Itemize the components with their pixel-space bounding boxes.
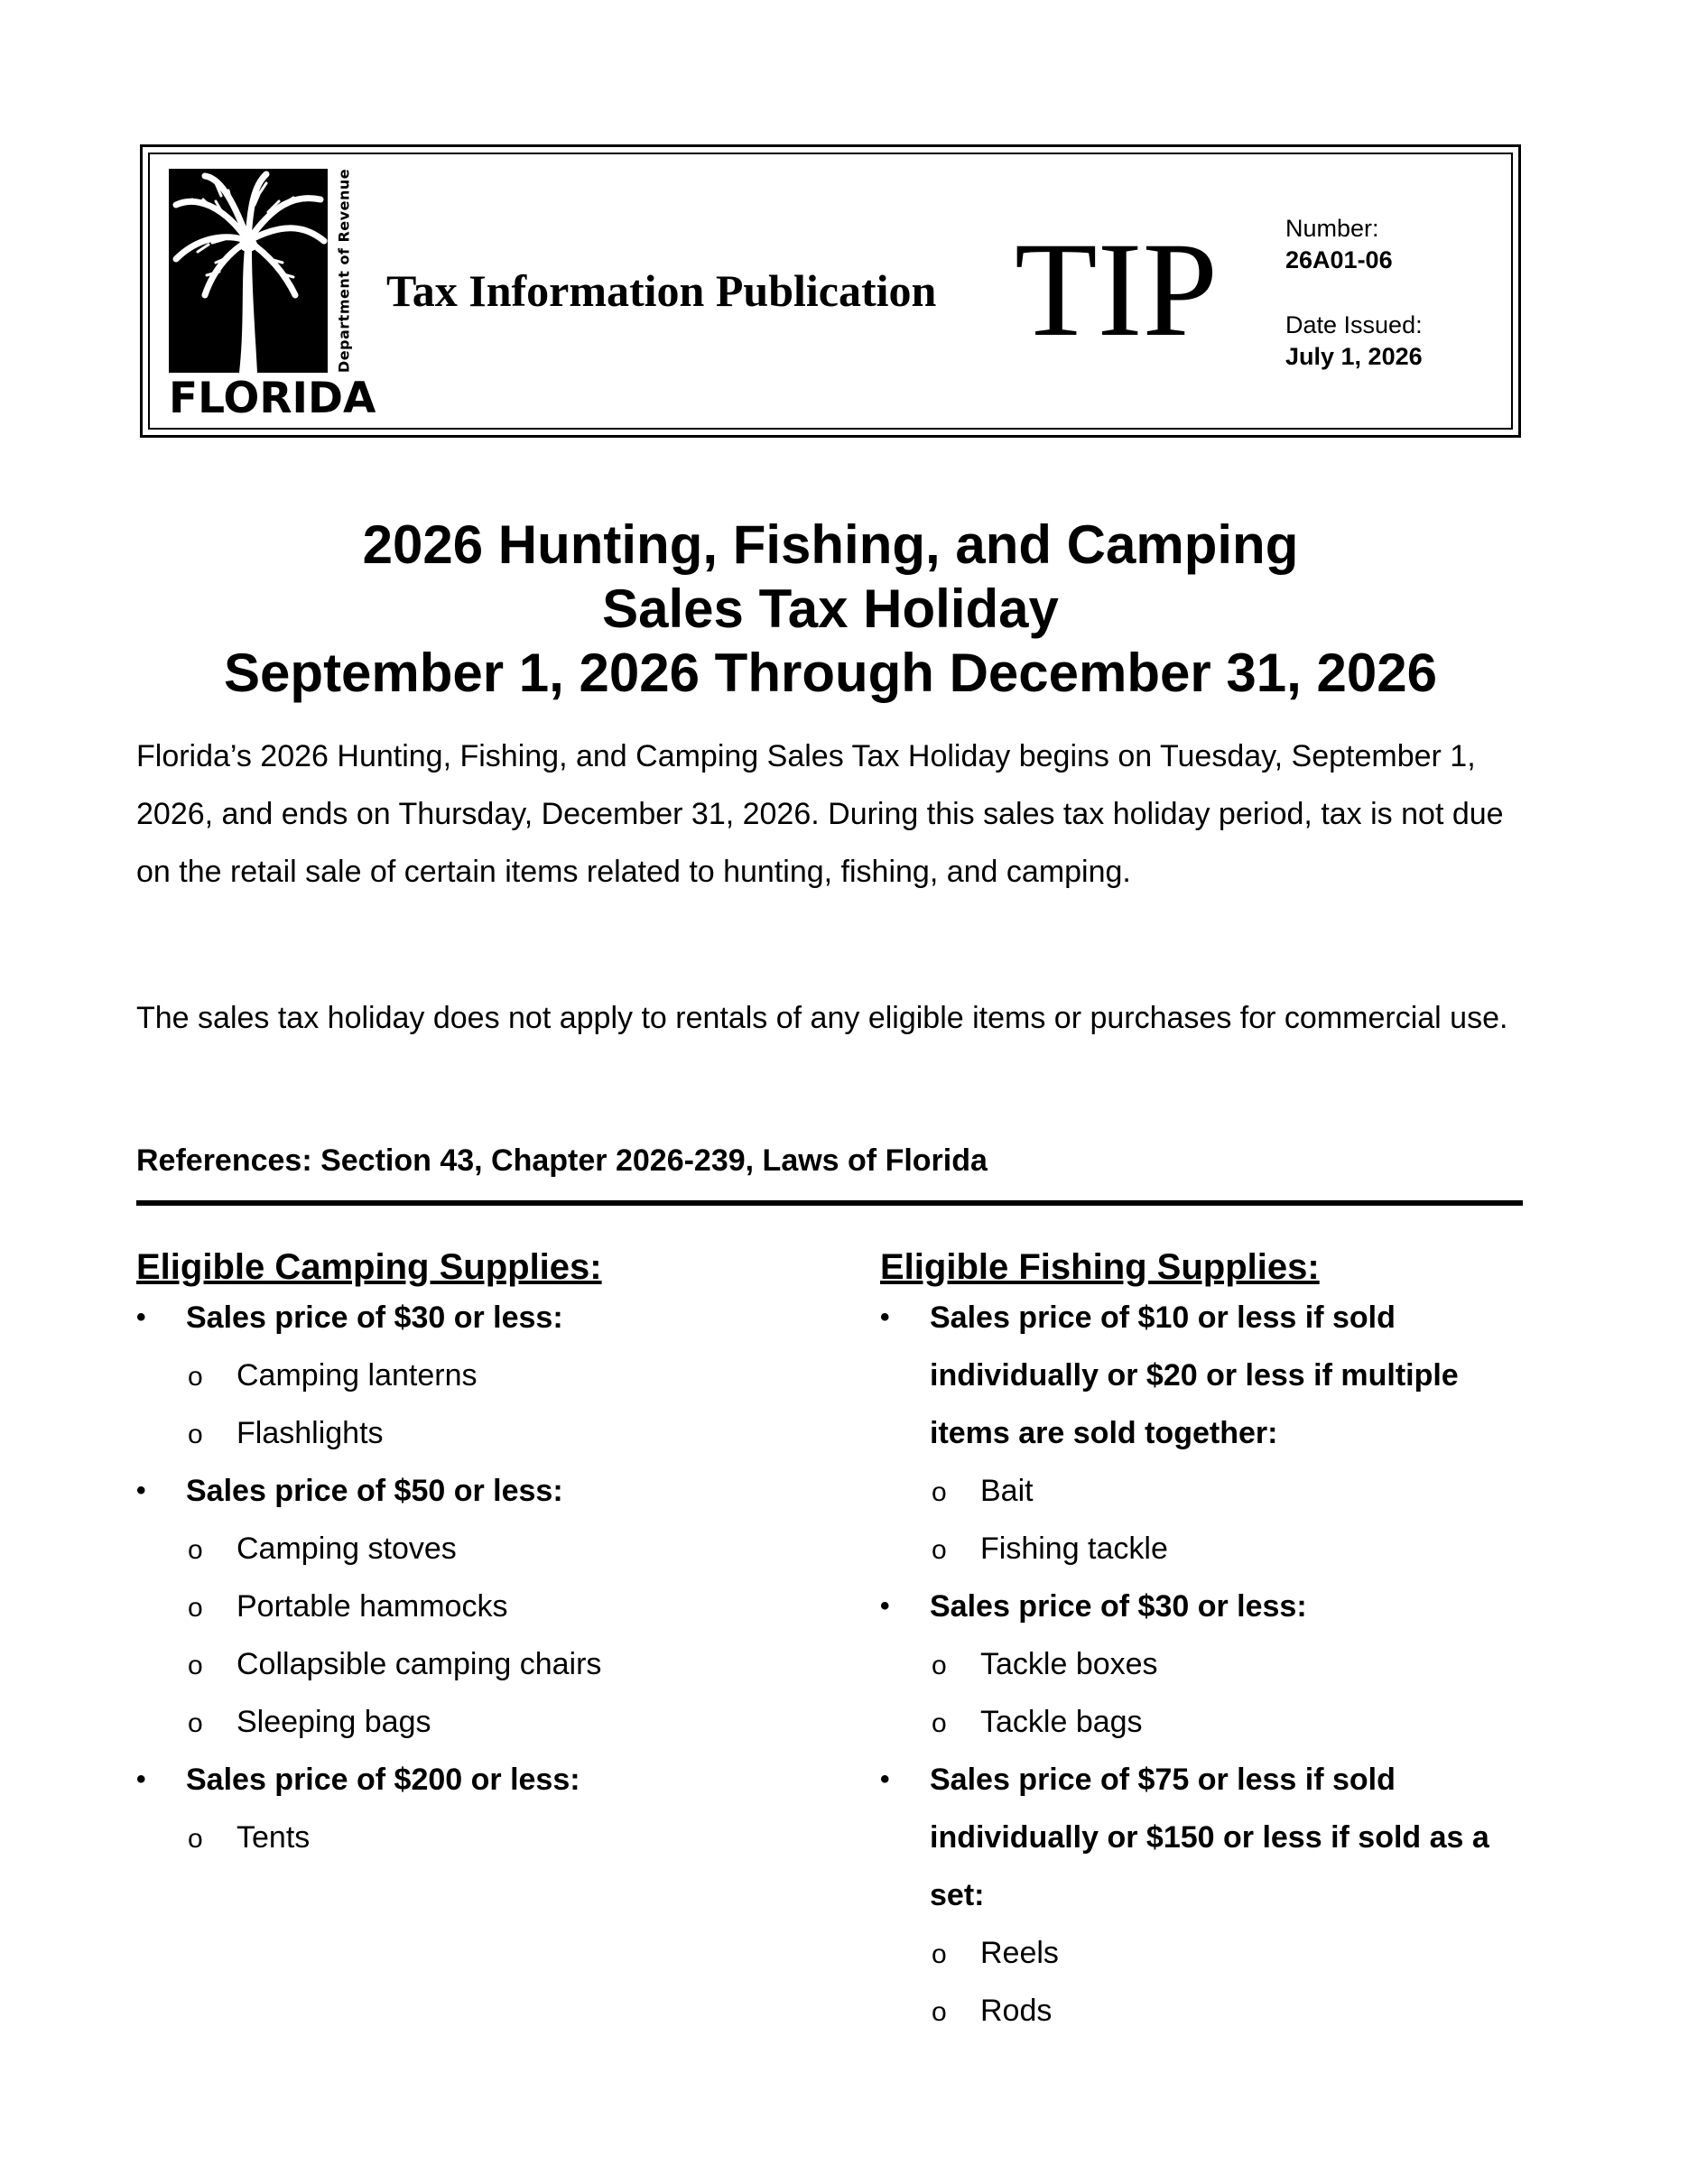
sub-bullet-icon: o	[188, 1535, 203, 1565]
tip-header	[140, 144, 1521, 438]
item-label: Tackle bags	[980, 1705, 1143, 1739]
item-label: Collapsible camping chairs	[237, 1647, 602, 1681]
price-tier-label: Sales price of $30 or less:	[186, 1300, 563, 1335]
camping-supplies-column	[136, 1245, 822, 1866]
florida-dor-logo	[169, 168, 376, 425]
title-line-1: 2026 Hunting, Fishing, and Camping	[362, 514, 1299, 575]
list-item	[136, 1346, 822, 1404]
date-issued-label: Date Issued:	[1285, 311, 1423, 338]
price-tier-bullet	[136, 1462, 822, 1520]
bullet-icon: •	[136, 1302, 146, 1332]
camping-group	[136, 1462, 822, 1751]
logo-department-text	[328, 169, 360, 373]
document-title	[0, 513, 1661, 705]
price-tier-bullet	[136, 1751, 822, 1809]
sub-bullet-icon: o	[932, 1939, 947, 1969]
item-label: Tackle boxes	[980, 1647, 1158, 1681]
number-label: Number:	[1285, 215, 1379, 242]
sub-bullet-icon: o	[932, 1997, 947, 2027]
price-tier-label: Sales price of $200 or less:	[186, 1763, 580, 1797]
price-tier-bullet	[136, 1289, 822, 1346]
list-item	[136, 1578, 822, 1635]
publication-title: Tax Information Publication	[386, 265, 937, 316]
sub-bullet-icon: o	[932, 1708, 947, 1738]
references: References: Section 43, Chapter 2026-239, Laws of Florida	[136, 1143, 988, 1178]
fishing-group	[880, 1578, 1530, 1751]
sub-bullet-icon: o	[932, 1651, 947, 1680]
item-label: Sleeping bags	[237, 1705, 431, 1739]
fishing-group	[880, 1751, 1530, 2040]
camping-group	[136, 1289, 822, 1462]
title-line-3: September 1, 2026 Through December 31, 2026	[224, 643, 1437, 703]
bullet-icon: •	[136, 1476, 146, 1505]
item-label: Bait	[980, 1474, 1034, 1508]
price-tier-bullet	[880, 1289, 1530, 1462]
bullet-icon: •	[880, 1591, 890, 1621]
item-label: Reels	[980, 1936, 1059, 1970]
exclusion-paragraph: The sales tax holiday does not apply to rentals of any eligible items or purchases for commercial use.	[136, 1001, 1508, 1035]
camping-heading: Eligible Camping Supplies:	[136, 1247, 602, 1287]
palm-tree-icon	[169, 169, 328, 373]
item-label: Tents	[237, 1820, 311, 1855]
item-label: Flashlights	[237, 1416, 384, 1450]
palm-tree-emblem	[169, 169, 328, 373]
publication-meta	[1285, 213, 1423, 373]
sub-bullet-icon: o	[188, 1593, 203, 1623]
number-value: 26A01-06	[1285, 246, 1393, 273]
item-label: Fishing tackle	[980, 1532, 1168, 1566]
sub-bullet-icon: o	[932, 1477, 947, 1507]
fishing-heading: Eligible Fishing Supplies:	[880, 1247, 1320, 1287]
sub-bullet-icon: o	[188, 1420, 203, 1449]
sub-bullet-icon: o	[932, 1535, 947, 1565]
list-item	[880, 1693, 1530, 1751]
item-label: Camping stoves	[237, 1532, 457, 1566]
header-inner-border	[148, 153, 1513, 430]
bullet-icon: •	[880, 1764, 890, 1794]
price-tier-label: Sales price of $75 or less if sold individually or $150 or less if sold as a set:	[930, 1763, 1489, 1912]
list-item	[880, 1982, 1530, 2040]
title-line-2: Sales Tax Holiday	[602, 578, 1059, 639]
department-of-revenue-label: Department of Revenue	[335, 168, 353, 374]
list-item	[136, 1635, 822, 1693]
list-item	[136, 1520, 822, 1578]
price-tier-label: Sales price of $30 or less:	[930, 1589, 1307, 1624]
date-issued-value: July 1, 2026	[1285, 343, 1423, 370]
bullet-icon: •	[880, 1302, 890, 1332]
section-divider	[136, 1200, 1523, 1206]
bullet-icon: •	[136, 1764, 146, 1794]
logo-florida-text: FLORIDA	[169, 374, 376, 423]
list-item	[136, 1693, 822, 1751]
price-tier-label: Sales price of $50 or less:	[186, 1474, 563, 1508]
sub-bullet-icon: o	[188, 1362, 203, 1392]
camping-group	[136, 1751, 822, 1866]
price-tier-label: Sales price of $10 or less if sold individually or $20 or less if multiple items are sold together:	[930, 1300, 1459, 1450]
sub-bullet-icon: o	[188, 1824, 203, 1854]
price-tier-bullet	[880, 1751, 1530, 1924]
list-item	[880, 1635, 1530, 1693]
fishing-supplies-column	[880, 1245, 1530, 2040]
list-item	[880, 1520, 1530, 1578]
item-label: Camping lanterns	[237, 1358, 478, 1393]
list-item	[136, 1404, 822, 1462]
list-item	[880, 1924, 1530, 1982]
list-item	[136, 1809, 822, 1866]
item-label: Rods	[980, 1994, 1053, 2028]
fishing-group	[880, 1289, 1530, 1578]
sub-bullet-icon: o	[188, 1708, 203, 1738]
item-label: Portable hammocks	[237, 1589, 508, 1624]
list-item	[880, 1462, 1530, 1520]
intro-paragraph: Florida’s 2026 Hunting, Fishing, and Camping Sales Tax Holiday begins on Tuesday, September 1, 2026, and ends on Thursday, December 31, 2026. During this sales tax holiday period, tax is not due on the retail sale of certain items related to hunting, fishing, and camping.	[136, 739, 1504, 889]
sub-bullet-icon: o	[188, 1651, 203, 1680]
price-tier-bullet	[880, 1578, 1530, 1635]
tip-label: TIP	[1015, 215, 1218, 365]
